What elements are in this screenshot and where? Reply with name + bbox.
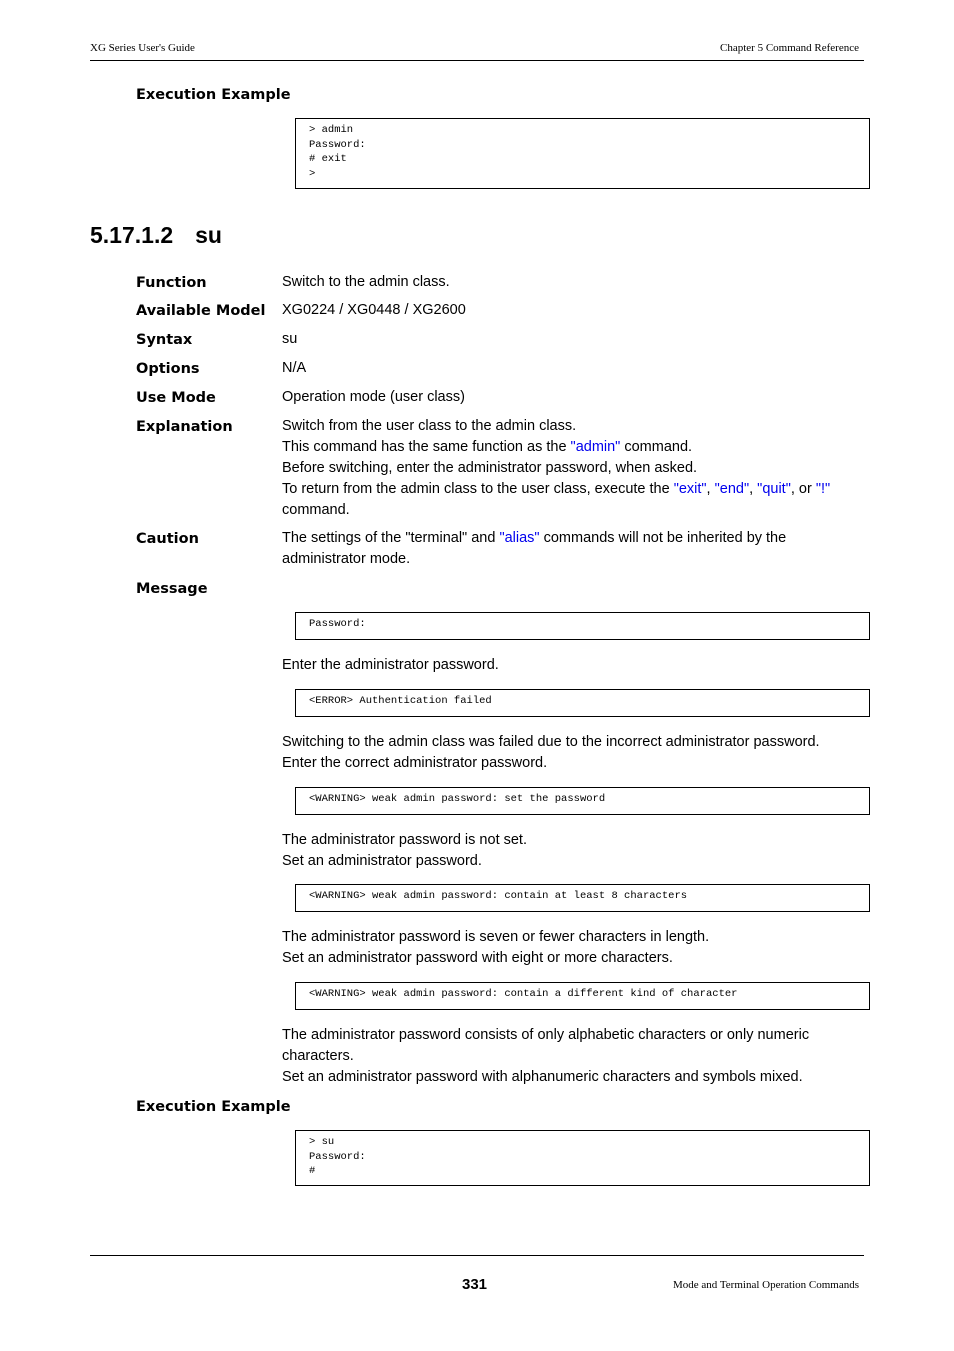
code-line: Password: xyxy=(309,1150,366,1163)
model-label: Available Model xyxy=(136,303,266,319)
message-code: <ERROR> Authentication failed xyxy=(295,689,870,717)
model-value: XG0224 / XG0448 / XG2600 xyxy=(282,302,466,318)
bottom-example-label: Execution Example xyxy=(136,1099,291,1115)
function-label: Function xyxy=(136,275,207,291)
code-line: > admin xyxy=(309,124,354,136)
code-line: # exit xyxy=(309,153,347,165)
top-example-label: Execution Example xyxy=(136,87,291,103)
code-line: > su xyxy=(309,1136,335,1148)
message-code: Password: xyxy=(295,612,870,640)
options-label: Options xyxy=(136,361,200,377)
code-line: # xyxy=(309,1165,316,1177)
explanation-text: Switch from the user class to the admin class. This command has the same function as the "admin" command. Before switching, enter the administrator password, when asked. To return from the admin class to the user class, execute the "exit", "end", "quit", or "!" command. xyxy=(282,418,831,518)
message-desc: The administrator password consists of only alphabetic characters or only numeric characters. Set an administrator password with alphanumeric characters and symbols mixed. xyxy=(282,1027,810,1085)
top-example-code xyxy=(295,118,870,189)
section-number: 5.17.1.2 xyxy=(90,222,174,248)
syntax-label: Syntax xyxy=(136,332,193,348)
header-rule xyxy=(90,60,864,61)
bottom-example-code xyxy=(295,1130,870,1186)
quit-link[interactable]: "quit" xyxy=(757,481,791,497)
end-link[interactable]: "end" xyxy=(714,481,750,497)
alias-link[interactable]: "alias" xyxy=(499,530,540,546)
message-desc: Enter the administrator password. xyxy=(282,657,499,673)
code-line: Password: xyxy=(309,138,366,151)
caution-label: Caution xyxy=(136,531,199,547)
message-desc: The administrator password is seven or fewer characters in length. Set an administrator password with eight or more characters. xyxy=(282,929,710,966)
section-heading xyxy=(90,222,222,249)
admin-link[interactable]: "admin" xyxy=(570,439,621,455)
caution-text: The settings of the "terminal" and "alias" commands will not be inherited by the administrator mode. xyxy=(282,530,787,567)
code-line: > xyxy=(309,167,316,180)
message-desc: Switching to the admin class was failed due to the incorrect administrator password. Enter the correct administrator password. xyxy=(282,734,820,771)
section-title: su xyxy=(195,222,222,248)
use-mode-value: Operation mode (user class) xyxy=(282,389,465,405)
footer-rule xyxy=(90,1255,864,1256)
header-left: XG Series User's Guide xyxy=(90,42,195,54)
exit-link[interactable]: "exit" xyxy=(673,481,707,497)
message-label: Message xyxy=(136,581,208,597)
explanation-label: Explanation xyxy=(136,419,233,435)
message-code: <WARNING> weak admin password: set the password xyxy=(295,787,870,815)
use-mode-label: Use Mode xyxy=(136,390,216,406)
function-value: Switch to the admin class. xyxy=(282,274,450,290)
message-code: <WARNING> weak admin password: contain at least 8 characters xyxy=(295,884,870,912)
page-number: 331 xyxy=(462,1276,488,1293)
syntax-value: su xyxy=(282,331,298,347)
options-value: N/A xyxy=(282,360,307,376)
header-right: Chapter 5 Command Reference xyxy=(720,42,859,54)
message-desc: The administrator password is not set. Set an administrator password. xyxy=(282,832,527,869)
footer-right: Mode and Terminal Operation Commands xyxy=(673,1279,859,1291)
message-code: <WARNING> weak admin password: contain a different kind of character xyxy=(295,982,870,1010)
bang-link[interactable]: "!" xyxy=(815,481,831,497)
